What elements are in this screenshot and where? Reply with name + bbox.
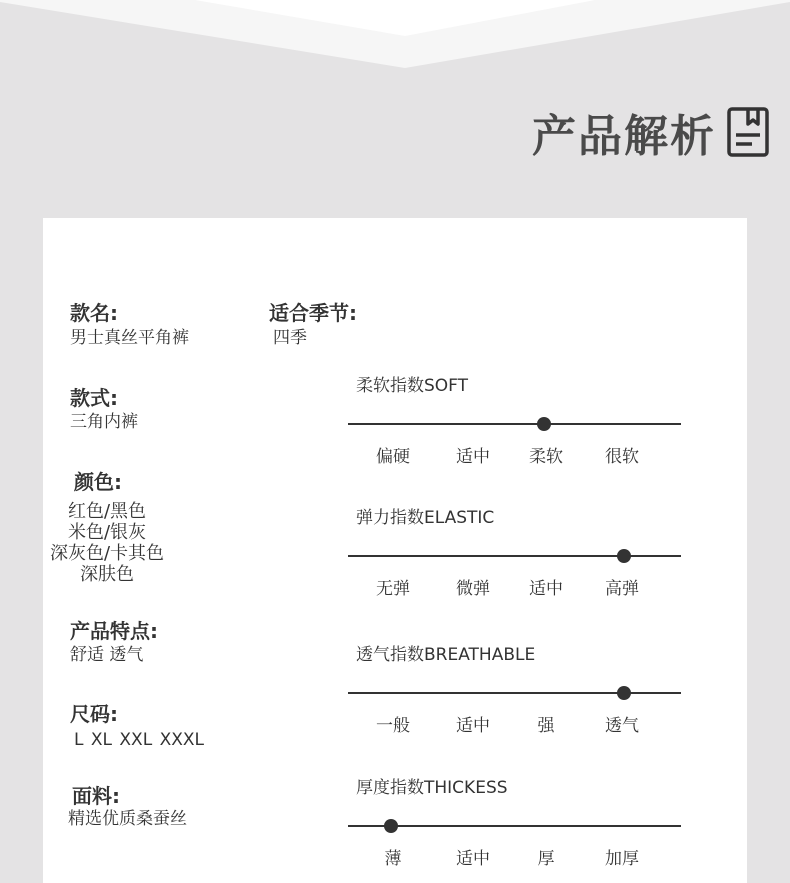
scale-title: 柔软指数SOFT [356,376,469,396]
color-option: 深肤色 [80,564,134,585]
page-title: 产品解析 [532,111,716,162]
scale-track [348,555,681,557]
style-name-value: 男士真丝平角裤 [70,328,189,348]
scale-tick-label: 适中 [529,579,563,599]
document-icon [726,106,772,158]
scale-title: 厚度指数THICKESS [356,778,508,798]
scale-track [348,692,681,694]
season-value: 四季 [273,328,307,348]
scale-tick-label: 柔软 [529,447,563,467]
scale-tick-label: 透气 [605,716,639,736]
scale-tick-label: 一般 [376,716,410,736]
features-label: 产品特点: [70,619,158,643]
scale-tick-label: 无弹 [376,579,410,599]
scale-tick-label: 微弹 [456,579,490,599]
scale-title: 透气指数BREATHABLE [356,645,536,665]
color-label: 颜色: [74,470,122,494]
scale-tick-label: 厚 [537,849,555,869]
scale-tick-label: 强 [537,716,555,736]
product-card [43,218,747,883]
color-option: 深灰色/卡其色 [49,543,165,564]
scale-tick-label: 适中 [456,849,490,869]
scale-tick-label: 加厚 [605,849,639,869]
color-list [43,501,171,585]
scale-tick-label: 适中 [456,716,490,736]
section-title [532,102,772,162]
size-label: 尺码: [70,702,118,726]
color-option: 米色/银灰 [67,522,147,543]
scale-marker [617,549,631,563]
season-label: 适合季节: [269,301,357,325]
scale-tick-label: 高弹 [605,579,639,599]
scale-marker [537,417,551,431]
fabric-label: 面料: [72,784,120,808]
scale-track [348,423,681,425]
scale-title: 弹力指数ELASTIC [356,508,495,528]
scale-marker [617,686,631,700]
fabric-value: 精选优质桑蚕丝 [68,809,187,829]
style-name-label: 款名: [70,301,118,325]
style-value: 三角内裤 [70,412,138,432]
scale-tick-label: 薄 [384,849,402,869]
scale-tick-label: 很软 [605,447,639,467]
features-value: 舒适 透气 [70,645,144,665]
color-option: 红色/黑色 [67,501,147,522]
scale-marker [384,819,398,833]
scale-tick-label: 偏硬 [376,447,410,467]
header-banner [0,0,790,70]
scale-tick-label: 适中 [456,447,490,467]
style-label: 款式: [70,386,118,410]
size-value: L XL XXL XXXL [74,730,204,750]
